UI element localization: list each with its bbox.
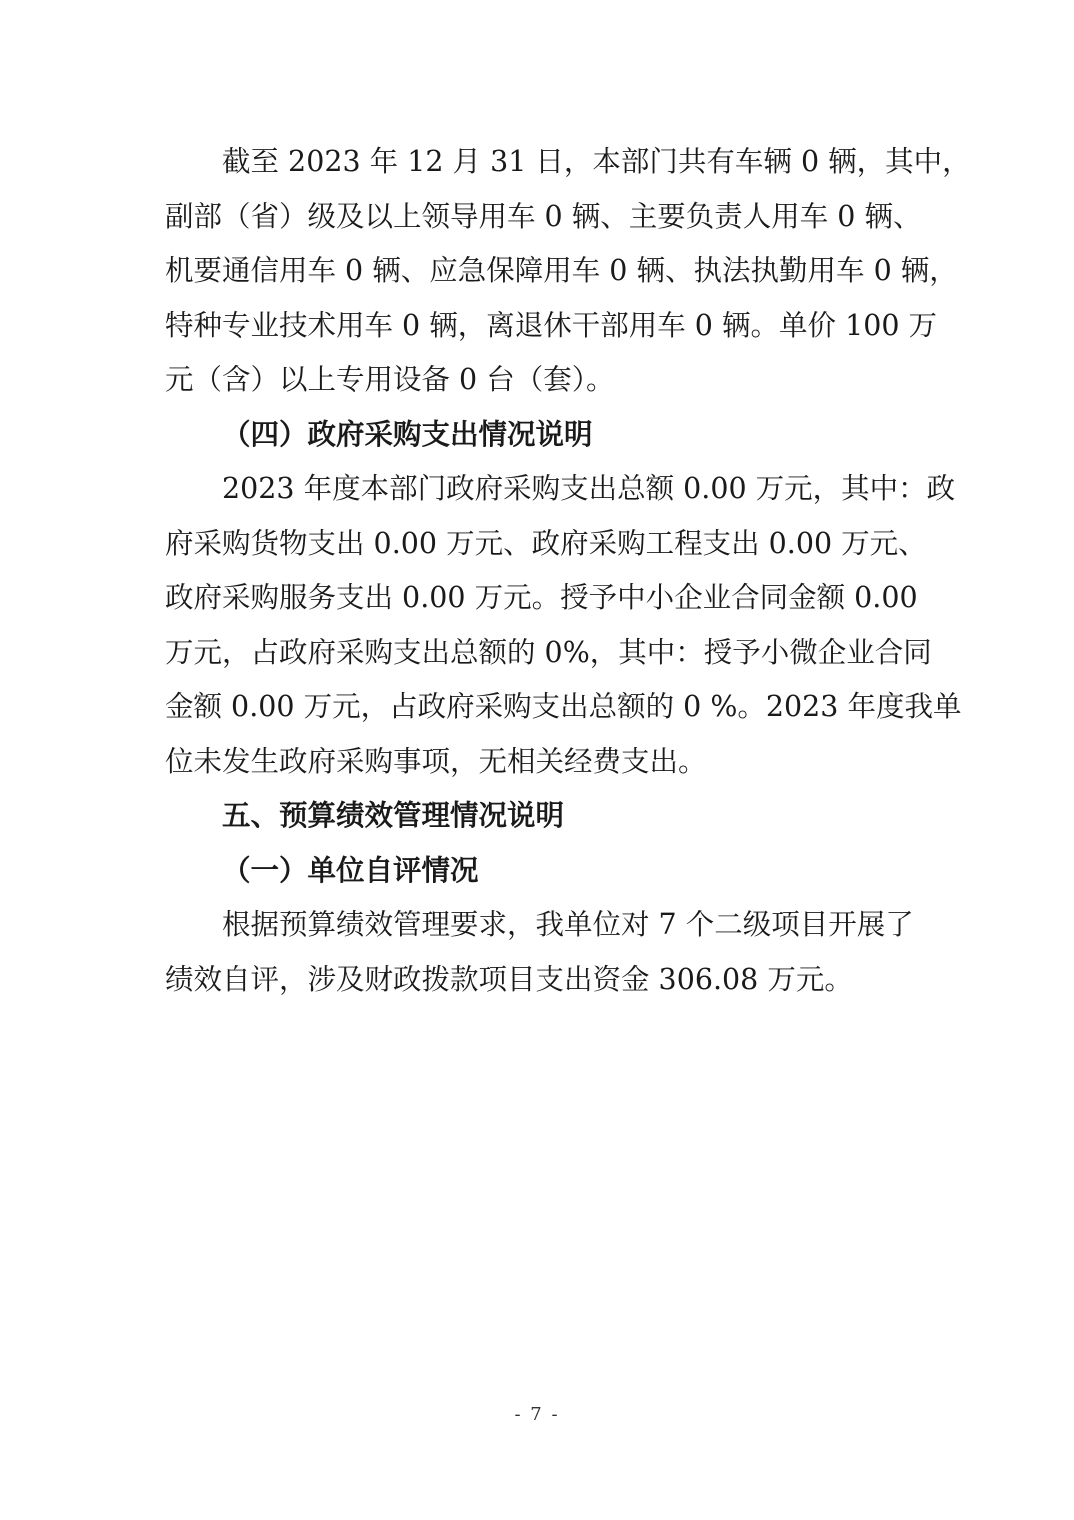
paragraph-line: 金额 0.00 万元，占政府采购支出总额的 0 %。2023 年度我单 <box>165 690 962 723</box>
heading-section-five: 五、预算绩效管理情况说明 <box>222 799 565 832</box>
paragraph-line: 副部（省）级及以上领导用车 0 辆、主要负责人用车 0 辆、 <box>165 199 922 233</box>
heading-procurement: （四）政府采购支出情况说明 <box>222 417 593 451</box>
paragraph-line: 机要通信用车 0 辆、应急保障用车 0 辆、执法执勤用车 0 辆， <box>165 254 958 287</box>
paragraph-line: 特种专业技术用车 0 辆，离退休干部用车 0 辆。单价 100 万 <box>165 308 938 342</box>
paragraph-line: 元（含）以上专用设备 0 台（套）。 <box>165 363 615 396</box>
paragraph-self-evaluation <box>165 898 913 1007</box>
paragraph-line: 绩效自评，涉及财政拨款项目支出资金 306.08 万元。 <box>165 962 853 996</box>
paragraph-line: 府采购货物支出 0.00 万元、政府采购工程支出 0.00 万元、 <box>165 526 927 560</box>
paragraph-line: 位未发生政府采购事项，无相关经费支出。 <box>165 744 707 778</box>
page-number: - 7 - <box>514 1404 560 1425</box>
page-content <box>165 135 971 1007</box>
paragraph-procurement <box>165 462 962 789</box>
paragraph-line: 2023 年度本部门政府采购支出总额 0.00 万元，其中：政 <box>222 472 956 505</box>
paragraph-line: 截至 2023 年 12 月 31 日，本部门共有车辆 0 辆，其中， <box>222 145 971 178</box>
paragraph-vehicles <box>165 135 971 408</box>
paragraph-line: 万元，占政府采购支出总额的 0%，其中：授予小微企业合同 <box>165 635 932 669</box>
paragraph-line: 根据预算绩效管理要求，我单位对 7 个二级项目开展了 <box>222 908 914 941</box>
heading-self-evaluation: （一）单位自评情况 <box>222 853 479 887</box>
paragraph-line: 政府采购服务支出 0.00 万元。授予中小企业合同金额 0.00 <box>165 581 918 614</box>
